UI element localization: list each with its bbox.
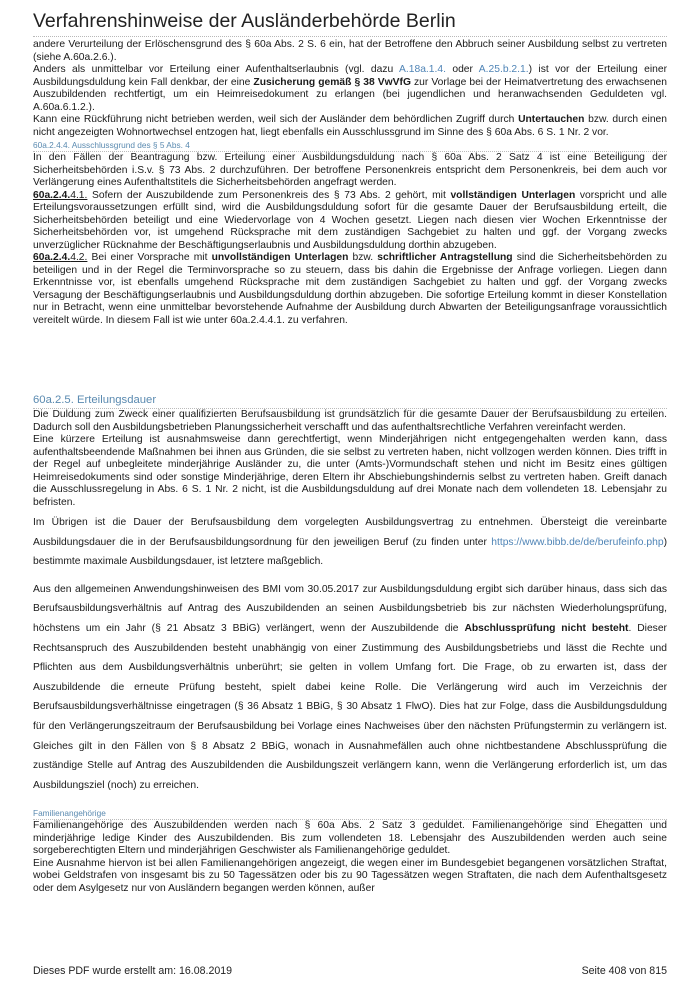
paragraph: In den Fällen der Beantragung bzw. Erteilung einer Ausbildungsduldung nach § 60a Abs. 2 Satz 4 ist eine Beteiligung der Sicherheitsbehörden i.S.v. § 73 Abs. 2 durchzuführen. Der betroffene Personenkreis entspricht dem Personenkreis, bei dem auch vor Verlängerung eines Aufenthaltstitels die Sicherheitsbehörden angefragt werden.: [33, 152, 667, 188]
section-heading-family: Familienangehörige: [33, 808, 667, 820]
paragraph: Im Übrigen ist die Dauer der Berufsausbildung dem vorgelegten Ausbildungsvertrag zu entnehmen. Übersteigt die vereinbarte Ausbildungsdauer die in der Berufsausbildungsordnung für den jeweiligen Beruf (zu finden unter https://www.bibb.de/de/berufeinfo.php) bestimmte maximale Ausbildungsdauer, ist letztere maßgeblich.: [33, 517, 667, 568]
paragraph: Familienangehörige des Auszubildenden werden nach § 60a Abs. 2 Satz 3 geduldet. Familienangehörige sind Ehegatten und minderjährige ledige Kinder des Auszubildenden. Bis zum vollendeten 18. Lebensjahr des Auszubildenden werden auch seine sorgeberechtigten Eltern und minderjährigen Geschwister als Familienangehörige geduldet.: [33, 820, 667, 857]
document-body: [33, 39, 667, 895]
title-divider: [33, 36, 667, 37]
paragraph: andere Verurteilung der Erlöschensgrund des § 60a Abs. 2 S. 6 ein, hat der Betroffene den Abbruch seiner Ausbildung selbst zu vertreten (siehe A.60a.2.6.).: [33, 39, 667, 63]
bibb-link[interactable]: https://www.bibb.de/de/berufeinfo.php: [491, 536, 664, 548]
paragraph: Eine Ausnahme hiervon ist bei allen Familienangehörigen angezeigt, die wegen einer im Bundesgebiet begangenen vorsätzlichen Straftat, wobei Geldstrafen von insgesamt bis zu 50 Tagessätzen oder bis zu 90 Tagessätzen wegen Straftaten, die nach dem Aufenthaltsgesetz oder dem Asylgesetz nur von Ausländern begangen werden können, außer: [33, 857, 667, 894]
footer-page-number: Seite 408 von 815: [581, 965, 667, 977]
ref-link-a25b[interactable]: A.25.b.2.1.: [478, 64, 529, 75]
paragraph: 60a.2.4.4.2. Bei einer Vorsprache mit unvollständigen Unterlagen bzw. schriftlicher Antragstellung sind die Sicherheitsbehörden zu beteiligen und in der Regel die Terminvorsprache so zu steuern, dass bis dahin die Ergebnisse der Anfrage vorliegen. Liegen dann Erkenntnisse vor, ist ebenfalls umgehend Rücksprache mit dem zuständigen Sachgebiet zu halten und ggf. der Vorgang zwecks Versagung der Beschäftigungserlaubnis und Ausbildungsduldung dorthin abzugeben. Die sofortige Erteilung kommt in dieser Konstellation nur in Betracht, wenn eine unmittelbar bevorstehende Aufnahme der Ausbildung durch Abwarten der Beteiligungsanfrage voraussichtlich vereitelt würde. In diesem Fall ist wie unter 60a.2.4.4.1. zu verfahren.: [33, 252, 668, 326]
section-heading-25: 60a.2.5. Erteilungsdauer: [33, 393, 667, 409]
paragraph: Die Duldung zum Zweck einer qualifizierten Berufsausbildung ist grundsätzlich für die gesamte Dauer der Berufsausbildung zu erteilen. Dadurch soll den Ausbildungsbetrieben Planungssicherheit verschafft und das aufenthaltsrechtliche Verfahren vereinfacht werden.: [33, 409, 667, 433]
paragraph: Aus den allgemeinen Anwendungshinweisen des BMI vom 30.05.2017 zur Ausbildungsduldung ergibt sich darüber hinaus, dass sich das Berufsausbildungsverhältnis auf Antrag des Auszubildenden an seinen Ausbildungsbetrieb bis zur nächsten Wiederholungsprüfung, höchstens um ein Jahr (§ 21 Absatz 3 BBiG) verlängert, wenn der Auszubildende die Abschlussprüfung nicht besteht. Dieser Rechtsanspruch des Auszubildenden besteht unabhängig von einer Zustimmung des Ausbildungsbetriebs und lässt die Rechte und Pflichten aus dem Ausbildungsverhältnis unberührt; sie gelten in vollem Umfang fort. Die Frage, ob zu erwarten ist, dass der Auszubildende die erneute Prüfung besteht, spielt dabei keine Rolle. Die Verlängerung wird auch im Verzeichnis der Berufsausbildungsverhältnisse eingetragen (§ 36 Absatz 1 BBiG, § 30 Absatz 1 FlwO). Dies hat zur Folge, dass die Ausbildungsduldung für den Verlängerungszeitraum der Berufsausbildung bei Vorlage eines Nachweises über den nächsten Prüfungstermin zu verlängern ist. Gleiches gilt in den Fällen von § 8 Absatz 2 BBiG, wonach in Ausnahmefällen auch ohne nichtbestandene Abschlussprüfung die zuständige Stelle auf Antrag des Auszubildenden die Ausbildungszeit verlängern kann, wenn die Verlängerung erforderlich ist, um das Ausbildungsziel (noch) zu erreichen.: [33, 583, 667, 791]
paragraph: Eine kürzere Erteilung ist ausnahmsweise dann gerechtfertigt, wenn Minderjährigen nicht entgegengehalten werden kann, dass aufenthaltsbeendende Maßnahmen bei ihnen aus Gründen, die sie selbst zu vertreten haben, nicht vollzogen werden können. Dies trifft in der Regel auf unbegleitete minderjährige Ausländer zu, die unter (Amts-)Vormundschaft stehen und nicht im Besitz eines gültigen Heimreisedokuments sind oder sonstige Minderjährige, deren Eltern ihr Abschiebungshindernis selbst zu vertreten haben. Greift danach die Ausschlussregelung in Abs. 6 S. 1 Nr. 2 nicht, ist die Ausbildungsduldung auf drei Monate nach dem vollendeten 18. Lebensjahr zu befristen.: [33, 434, 667, 508]
paragraph: 60a.2.4.4.1. Sofern der Auszubildende zum Personenkreis des § 73 Abs. 2 gehört, mit vollständigen Unterlagen vorspricht und alle Erteilungsvoraussetzungen erfüllt sind, wird die Ausbildungsduldung sofort für die gesamte Dauer der Berufsausbildung erteilt, die Sicherheitsbehörden beteiligt und eine Wiedervorlage von 4 Wochen gesetzt. Liegen nach diesen vier Wochen Erkenntnisse der Sicherheitsbehörden vor, ist umgehend Rücksprache mit dem zuständigen Sachgebiet zu halten und ggf. der Vorgang zwecks unverzüglicher Rücknahme der Beschäftigungserlaubnis und Ausbildungsduldung dorthin abzugeben.: [33, 189, 667, 251]
section-heading-244: 60a.2.4.4. Ausschlussgrund des § 5 Abs. 4: [33, 140, 667, 152]
ref-link-a18a[interactable]: A.18a.1.4.: [399, 64, 446, 75]
paragraph: Anders als unmittelbar vor Erteilung einer Aufenthaltserlaubnis (vgl. dazu A.18a.1.4. oder A.25.b.2.1.) ist vor der Erteilung einer Ausbildungsduldung kein Fall denkbar, der eine Zusicherung gemäß § 38 VwVfG zur Vorlage bei der Heimatvertretung des erwachsenen Auszubildenden rechtfertigt, um ein Heimreisedokument zu erlangen (bei jugendlichen und heranwachsenden Geduldeten vgl. A.60a.6.1.2.).: [33, 64, 668, 113]
footer-created-date: Dieses PDF wurde erstellt am: 16.08.2019: [33, 965, 233, 977]
page-title: Verfahrenshinweise der Ausländerbehörde Berlin: [33, 10, 456, 32]
paragraph: Kann eine Rückführung nicht betrieben werden, weil sich der Ausländer dem behördlichen Zugriff durch Untertauchen bzw. durch einen nicht angezeigten Wohnortwechsel entzogen hat, liegt ebenfalls ein Ausschlussgrund im Sinne des § 60a Abs. 6 S. 1 Nr. 2 vor.: [33, 114, 667, 138]
